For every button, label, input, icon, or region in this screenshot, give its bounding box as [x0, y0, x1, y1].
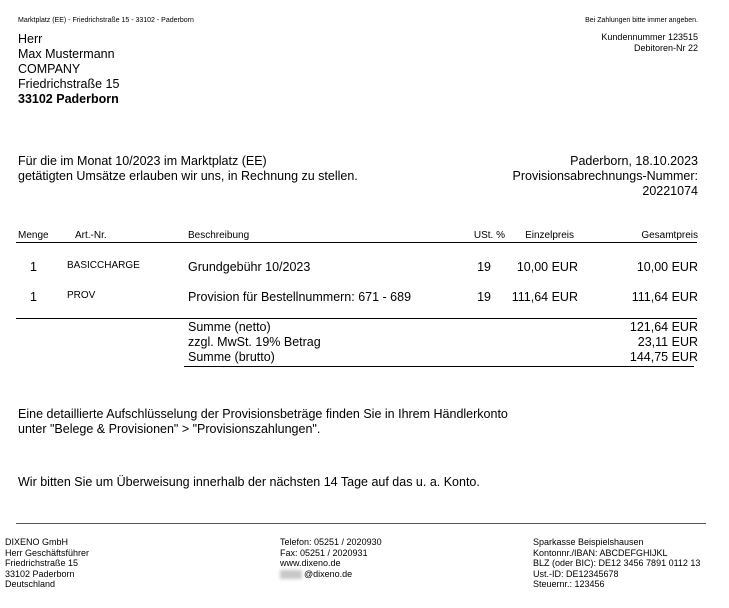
row-qty: 1 — [30, 260, 37, 274]
row-unit: 111,64 EUR — [511, 290, 578, 304]
footer-bank-name: Sparkasse Beispielshausen — [533, 537, 644, 547]
footer-email-suffix: @dixeno.de — [304, 568, 353, 579]
redacted-block — [280, 570, 302, 579]
footer-country: Deutschland — [5, 579, 56, 589]
row-art: BASICCHARGE — [67, 260, 140, 271]
detail-note-line-1: Eine detaillierte Aufschlüsselung der Provisionsbeträge finden Sie in Ihrem Händlerkonto — [18, 407, 508, 421]
recipient-street: Friedrichstraße 15 — [18, 77, 120, 91]
row-total: 111,64 EUR — [631, 290, 698, 304]
footer-website: www.dixeno.de — [280, 558, 341, 568]
row-vat: 19 — [477, 290, 491, 304]
recipient-address — [18, 32, 119, 107]
row-art: PROV — [67, 290, 96, 301]
intro-line-1: Für die im Monat 10/2023 im Marktplatz (EE) — [18, 154, 267, 168]
footer-city: 33102 Paderborn — [5, 568, 75, 579]
footer-tax-number: Steuernr.: 123456 — [533, 579, 605, 589]
col-header-qty: Menge — [18, 230, 49, 241]
row-total: 10,00 EUR — [636, 260, 698, 274]
intro-line-2: getätigten Umsätze erlauben wir uns, in Rechnung zu stellen. — [18, 169, 358, 183]
detail-note — [18, 407, 508, 437]
totals-underline — [184, 366, 694, 367]
recipient-salutation: Herr — [18, 32, 43, 46]
invoice-number-label: Provisionsabrechnungs-Nummer: — [512, 169, 698, 183]
footer-phone: Telefon: 05251 / 2020930 — [280, 537, 382, 547]
net-value: 121,64 EUR — [629, 320, 698, 334]
gross-label: Summe (brutto) — [188, 350, 275, 364]
table-row — [0, 258, 729, 278]
totals-values — [630, 320, 698, 365]
payment-note: Bei Zahlungen bitte immer angeben. — [585, 17, 698, 24]
col-header-desc: Beschreibung — [188, 230, 250, 241]
footer-vat-id: Ust.-ID: DE12345678 — [533, 568, 619, 579]
intro-text — [18, 154, 358, 184]
invoice-number: 20221074 — [642, 184, 698, 198]
row-unit: 10,00 EUR — [516, 260, 578, 274]
vat-value: 23,11 EUR — [637, 335, 698, 349]
footer-ceo: Herr Geschäftsführer — [5, 547, 90, 558]
row-vat: 19 — [477, 260, 491, 274]
payment-note-text: Wir bitten Sie um Überweisung innerhalb der nächsten 14 Tage auf das u. a. Konto. — [18, 475, 480, 489]
table-bottom-divider — [16, 318, 697, 319]
footer-bank — [533, 537, 700, 590]
table-header-divider — [16, 242, 697, 243]
footer-company — [5, 537, 89, 590]
net-label: Summe (netto) — [188, 320, 271, 334]
footer-divider — [16, 523, 706, 524]
footer-company-name: DIXENO GmbH — [5, 537, 69, 547]
row-qty: 1 — [30, 290, 37, 304]
footer-iban: Kontonnr./IBAN: ABCDEFGHIJKL — [533, 547, 668, 558]
place-date: Paderborn, 18.10.2023 — [570, 154, 698, 168]
footer-email — [280, 569, 382, 580]
footer-street: Friedrichstraße 15 — [5, 558, 79, 568]
col-header-unit: Einzelpreis — [525, 230, 574, 241]
vat-label: zzgl. MwSt. 19% Betrag — [188, 335, 321, 349]
totals-labels — [188, 320, 321, 365]
sender-line: Marktplatz (EE) - Friedrichstraße 15 - 33102 - Paderborn — [18, 17, 194, 24]
footer-bic: BLZ (oder BIC): DE12 3456 7891 0112 13 — [533, 558, 701, 568]
invoice-meta — [513, 154, 699, 199]
detail-note-line-2: unter "Belege & Provisionen" > "Provisionszahlungen". — [18, 422, 321, 436]
recipient-company: COMPANY — [18, 62, 81, 76]
col-header-total: Gesamtpreis — [641, 230, 698, 241]
footer-contact — [280, 537, 382, 579]
row-desc: Grundgebühr 10/2023 — [188, 260, 311, 274]
footer-fax: Fax: 05251 / 2020931 — [280, 547, 368, 558]
debtor-number: Debitoren-Nr 22 — [633, 43, 698, 53]
customer-number: Kundennummer 123515 — [601, 32, 698, 42]
col-header-art: Art.-Nr. — [75, 230, 107, 241]
gross-value: 144,75 EUR — [629, 350, 698, 364]
col-header-vat: USt. % — [473, 230, 505, 241]
recipient-name: Max Mustermann — [18, 47, 115, 61]
row-desc: Provision für Bestellnummern: 671 - 689 — [188, 290, 412, 304]
table-row — [0, 288, 729, 308]
recipient-city: 33102 Paderborn — [18, 92, 119, 106]
